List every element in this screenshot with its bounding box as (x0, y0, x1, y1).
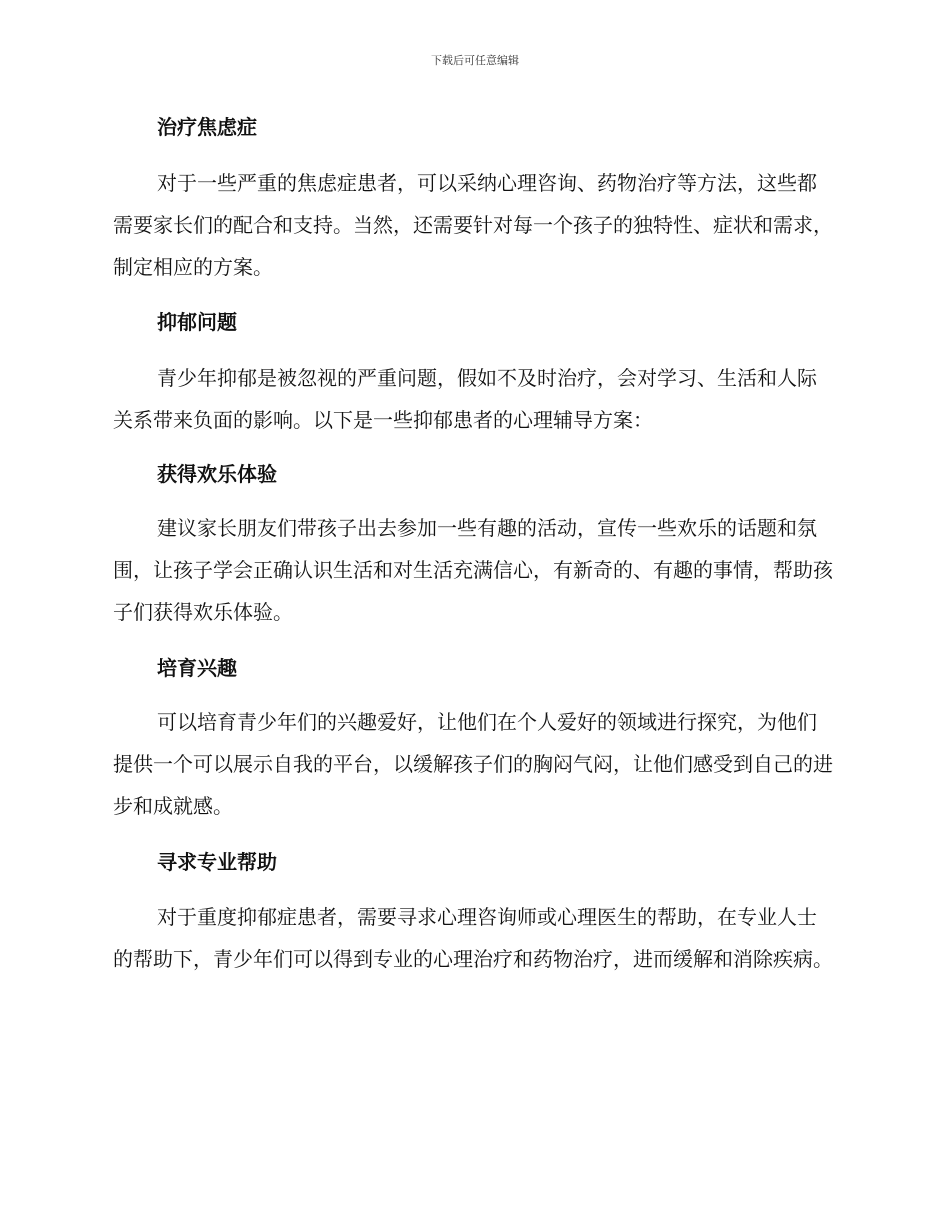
section-heading-happy-experience: 获得欢乐体验 (157, 462, 277, 486)
section-heading-professional-help: 寻求专业帮助 (157, 850, 277, 874)
page-header-note: 下载后可任意编辑 (431, 54, 519, 67)
section-paragraph-depression: 青少年抑郁是被忽视的严重问题，假如不及时治疗，会对学习、生活和人际关系带来负面的影响。以下是一些抑郁患者的心理辅导方案： (113, 366, 817, 432)
section-paragraph-treat-anxiety: 对于一些严重的焦虑症患者，可以采纳心理咨询、药物治疗等方法，这些都需要家长们的配合和支持。当然，还需要针对每一个孩子的独特性、症状和需求，制定相应的方案。 (113, 171, 833, 279)
section-paragraph-professional-help: 对于重度抑郁症患者，需要寻求心理咨询师或心理医生的帮助，在专业人士的帮助下，青少年们可以得到专业的心理治疗和药物治疗，进而缓解和消除疾病。 (113, 905, 833, 971)
section-heading-treat-anxiety: 治疗焦虑症 (157, 115, 257, 139)
section-paragraph-cultivate-interest: 可以培育青少年们的兴趣爱好，让他们在个人爱好的领域进行探究，为他们提供一个可以展示自我的平台，以缓解孩子们的胸闷气闷，让他们感受到自己的进步和成就感。 (113, 710, 833, 818)
section-paragraph-happy-experience: 建议家长朋友们带孩子出去参加一些有趣的活动，宣传一些欢乐的话题和氛围，让孩子学会正确认识生活和对生活充满信心，有新奇的、有趣的事情，帮助孩子们获得欢乐体验。 (113, 516, 833, 624)
section-heading-depression: 抑郁问题 (157, 310, 237, 334)
section-heading-cultivate-interest: 培育兴趣 (157, 656, 237, 680)
